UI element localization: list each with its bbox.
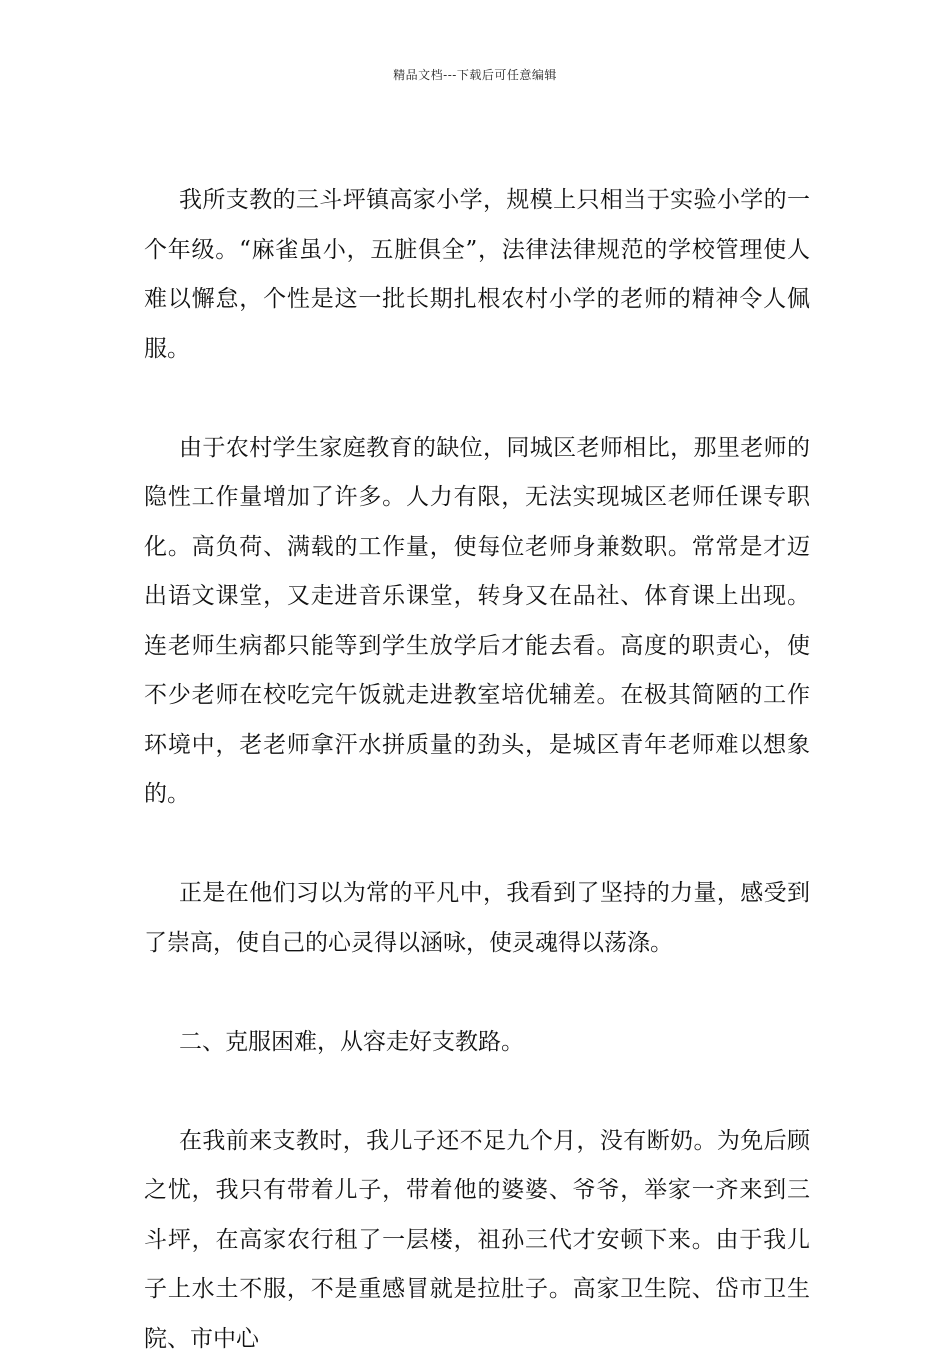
paragraph-school-overview: 我所支教的三斗坪镇高家小学，规模上只相当于实验小学的一个年级。“麻雀虽小，五脏俱全”，法律法律规范的学校管理使人难以懈怠，个性是这一批长期扎根农村小学的老师的精神令人佩服。 xyxy=(144,176,810,374)
document-body xyxy=(144,176,810,1364)
section-heading-overcome-difficulties: 二、克服困难，从容走好支教路。 xyxy=(144,1018,810,1068)
page-header: 精品文档---下载后可任意编辑 xyxy=(0,66,950,83)
paragraph-family-relocation: 在我前来支教时，我儿子还不足九个月，没有断奶。为免后顾之忧，我只有带着儿子，带着他的婆婆、爷爷，举家一齐来到三斗坪，在高家农行租了一层楼，祖孙三代才安顿下来。由于我儿子上水土不服，不是重感冒就是拉肚子。高家卫生院、岱市卫生院、市中心 xyxy=(144,1117,810,1364)
paragraph-teacher-workload: 由于农村学生家庭教育的缺位，同城区老师相比，那里老师的隐性工作量增加了许多。人力有限，无法实现城区老师任课专职化。高负荷、满载的工作量，使每位老师身兼数职。常常是才迈出语文课堂，又走进音乐课堂，转身又在品社、体育课上出现。连老师生病都只能等到学生放学后才能去看。高度的职责心，使不少老师在校吃完午饭就走进教室培优辅差。在极其简陋的工作环境中，老老师拿汗水拼质量的劲头，是城区青年老师难以想象的。 xyxy=(144,424,810,820)
paragraph-persistence: 正是在他们习以为常的平凡中，我看到了坚持的力量，感受到了崇高，使自己的心灵得以涵咏，使灵魂得以荡涤。 xyxy=(144,869,810,968)
